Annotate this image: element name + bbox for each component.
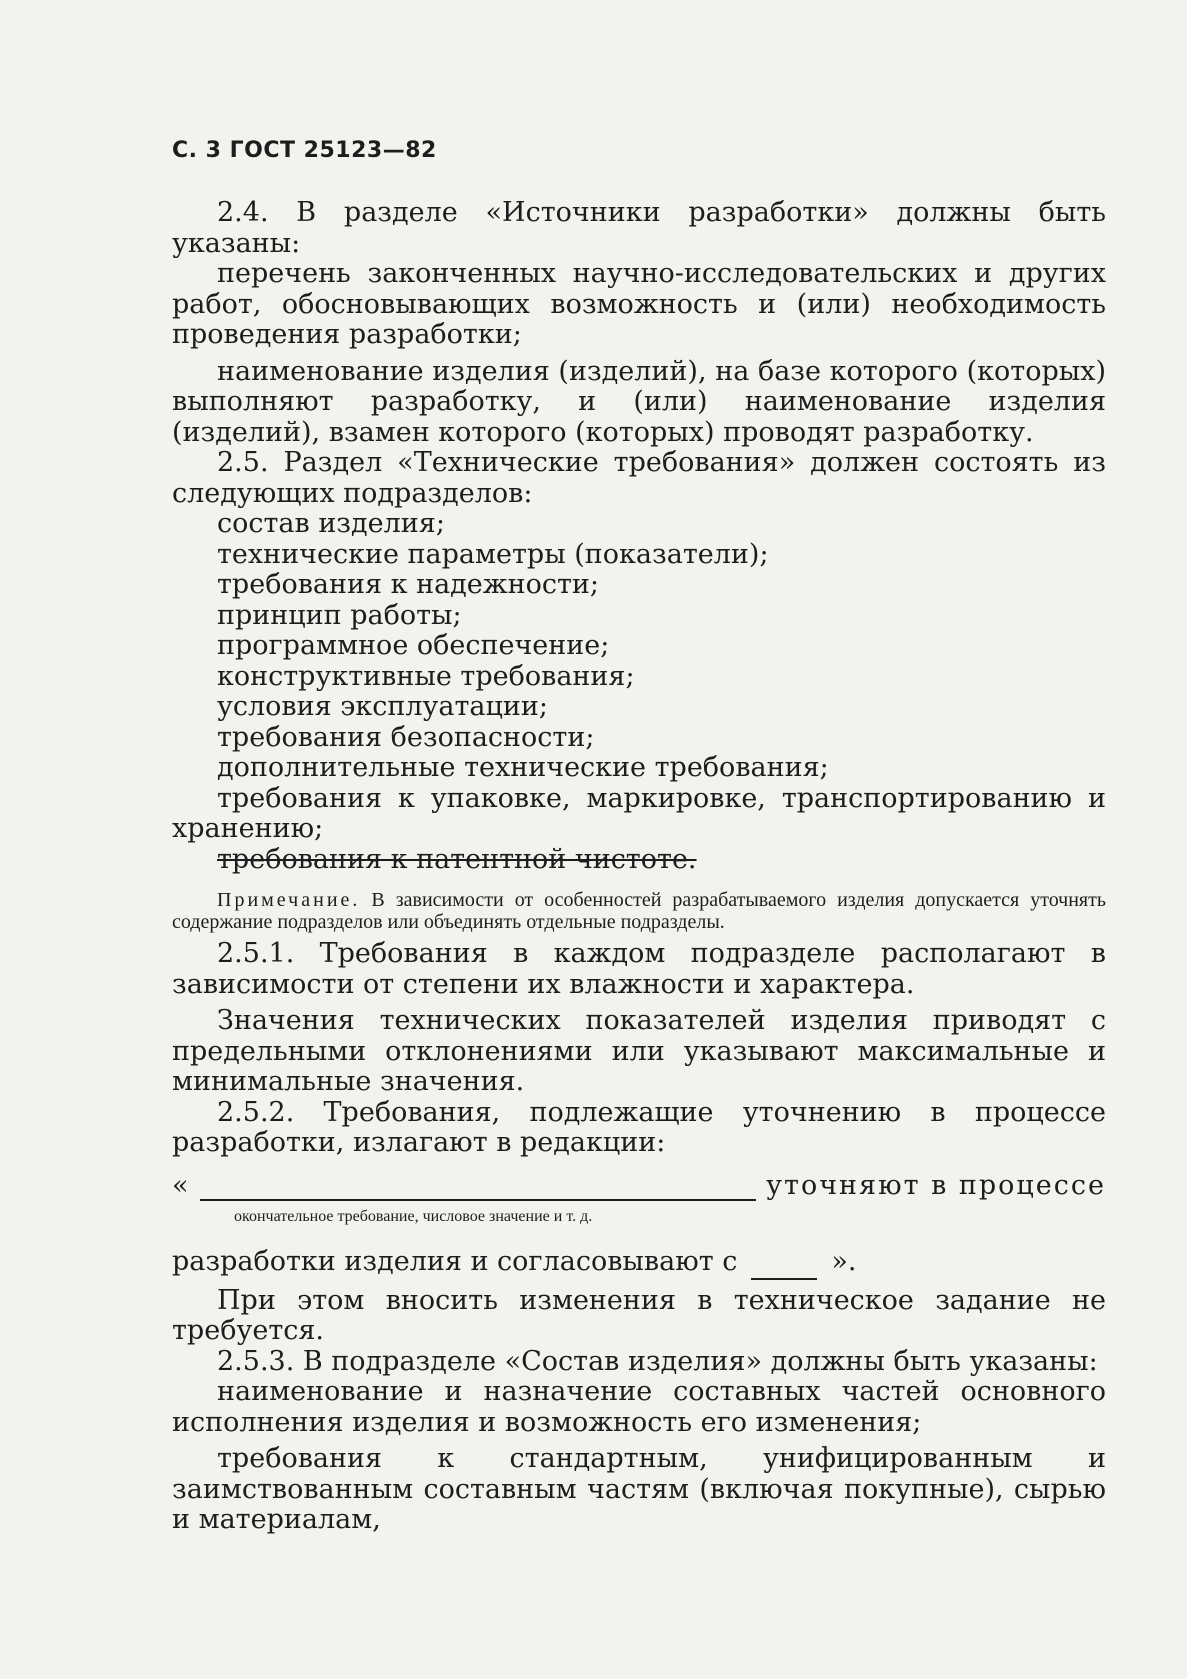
subsection-item: требования к упаковке, маркировке, транспортированию и хранению; bbox=[172, 782, 1106, 844]
formula-continuation bbox=[172, 1247, 1106, 1280]
subsection-item: программное обеспечение; bbox=[217, 630, 610, 661]
subsection-item: состав изделия; bbox=[217, 508, 445, 539]
short-blank bbox=[751, 1247, 817, 1280]
formula-template bbox=[172, 1171, 1106, 1228]
formula-tail: уточняют в процессе bbox=[766, 1169, 1106, 1201]
paragraph-research-list: перечень законченных научно-исследовательских и других работ, обосновывающих возможность и (или) необходимость проведения разработки; bbox=[172, 258, 1106, 350]
blank-caption: окончательное требование, числовое значение и т. д. bbox=[234, 1208, 593, 1225]
clause-2-5-1: 2.5.1. Требования в каждом подразделе располагают в зависимости от степени их влажности и характера. bbox=[172, 938, 1106, 1000]
paragraph-values: Значения технических показателей изделия приводят с предельными отклонениями или указывают максимальные и минимальные значения. bbox=[172, 1005, 1106, 1097]
subsection-item: дополнительные технические требования; bbox=[217, 752, 829, 783]
subsection-item: принцип работы; bbox=[217, 599, 462, 631]
subsection-item-struck: требования к патентной чистоте. bbox=[217, 843, 697, 875]
document-body bbox=[172, 198, 1106, 1536]
blank-line bbox=[200, 1173, 756, 1201]
formula-line bbox=[172, 1171, 1106, 1202]
clause-2-5: 2.5. Раздел «Технические требования» должен состоять из следующих подразделов: bbox=[172, 447, 1106, 509]
subsection-item: требования безопасности; bbox=[217, 721, 595, 753]
subsection-item: конструктивные требования; bbox=[217, 660, 635, 692]
paragraph-components: наименование и назначение составных частей основного исполнения изделия и возможность его изменения; bbox=[172, 1376, 1106, 1438]
paragraph-standard-parts: требования к стандартным, унифицированным и заимствованным составным частям (включая покупные), сырью и материалам, bbox=[172, 1443, 1106, 1535]
clause-2-5-3: 2.5.3. В подразделе «Состав изделия» должны быть указаны: bbox=[217, 1345, 1098, 1377]
note-lead: Примечание. bbox=[217, 889, 361, 911]
clause-2-5-2: 2.5.2. Требования, подлежащие уточнению в процессе разработки, излагают в редакции: bbox=[172, 1096, 1106, 1158]
paragraph-product-name: наименование изделия (изделий), на базе которого (которых) выполняют разработку, и (или) наименование изделия (изделий), взамен которого (которых) проводят разработку. bbox=[172, 355, 1106, 448]
formula-line2-start: разработки изделия и согласовывают с bbox=[172, 1246, 738, 1277]
paragraph-no-changes: При этом вносить изменения в техническое задание не требуется. bbox=[172, 1284, 1106, 1346]
page-header: С. 3 ГОСТ 25123—82 bbox=[172, 138, 437, 163]
subsection-item: условия эксплуатации; bbox=[217, 691, 548, 722]
note bbox=[172, 889, 1106, 933]
note-text: В зависимости от особенностей разрабатываемого изделия допускается уточнять содержание подразделов или объединять отдельные подразделы. bbox=[172, 889, 1106, 933]
clause-2-4: 2.4. В разделе «Источники разработки» должны быть указаны: bbox=[172, 197, 1106, 259]
subsection-item: требования к надежности; bbox=[217, 569, 600, 600]
subsection-item: технические параметры (показатели); bbox=[217, 538, 769, 570]
close-quote: ». bbox=[831, 1246, 857, 1277]
open-quote: « bbox=[172, 1169, 189, 1201]
